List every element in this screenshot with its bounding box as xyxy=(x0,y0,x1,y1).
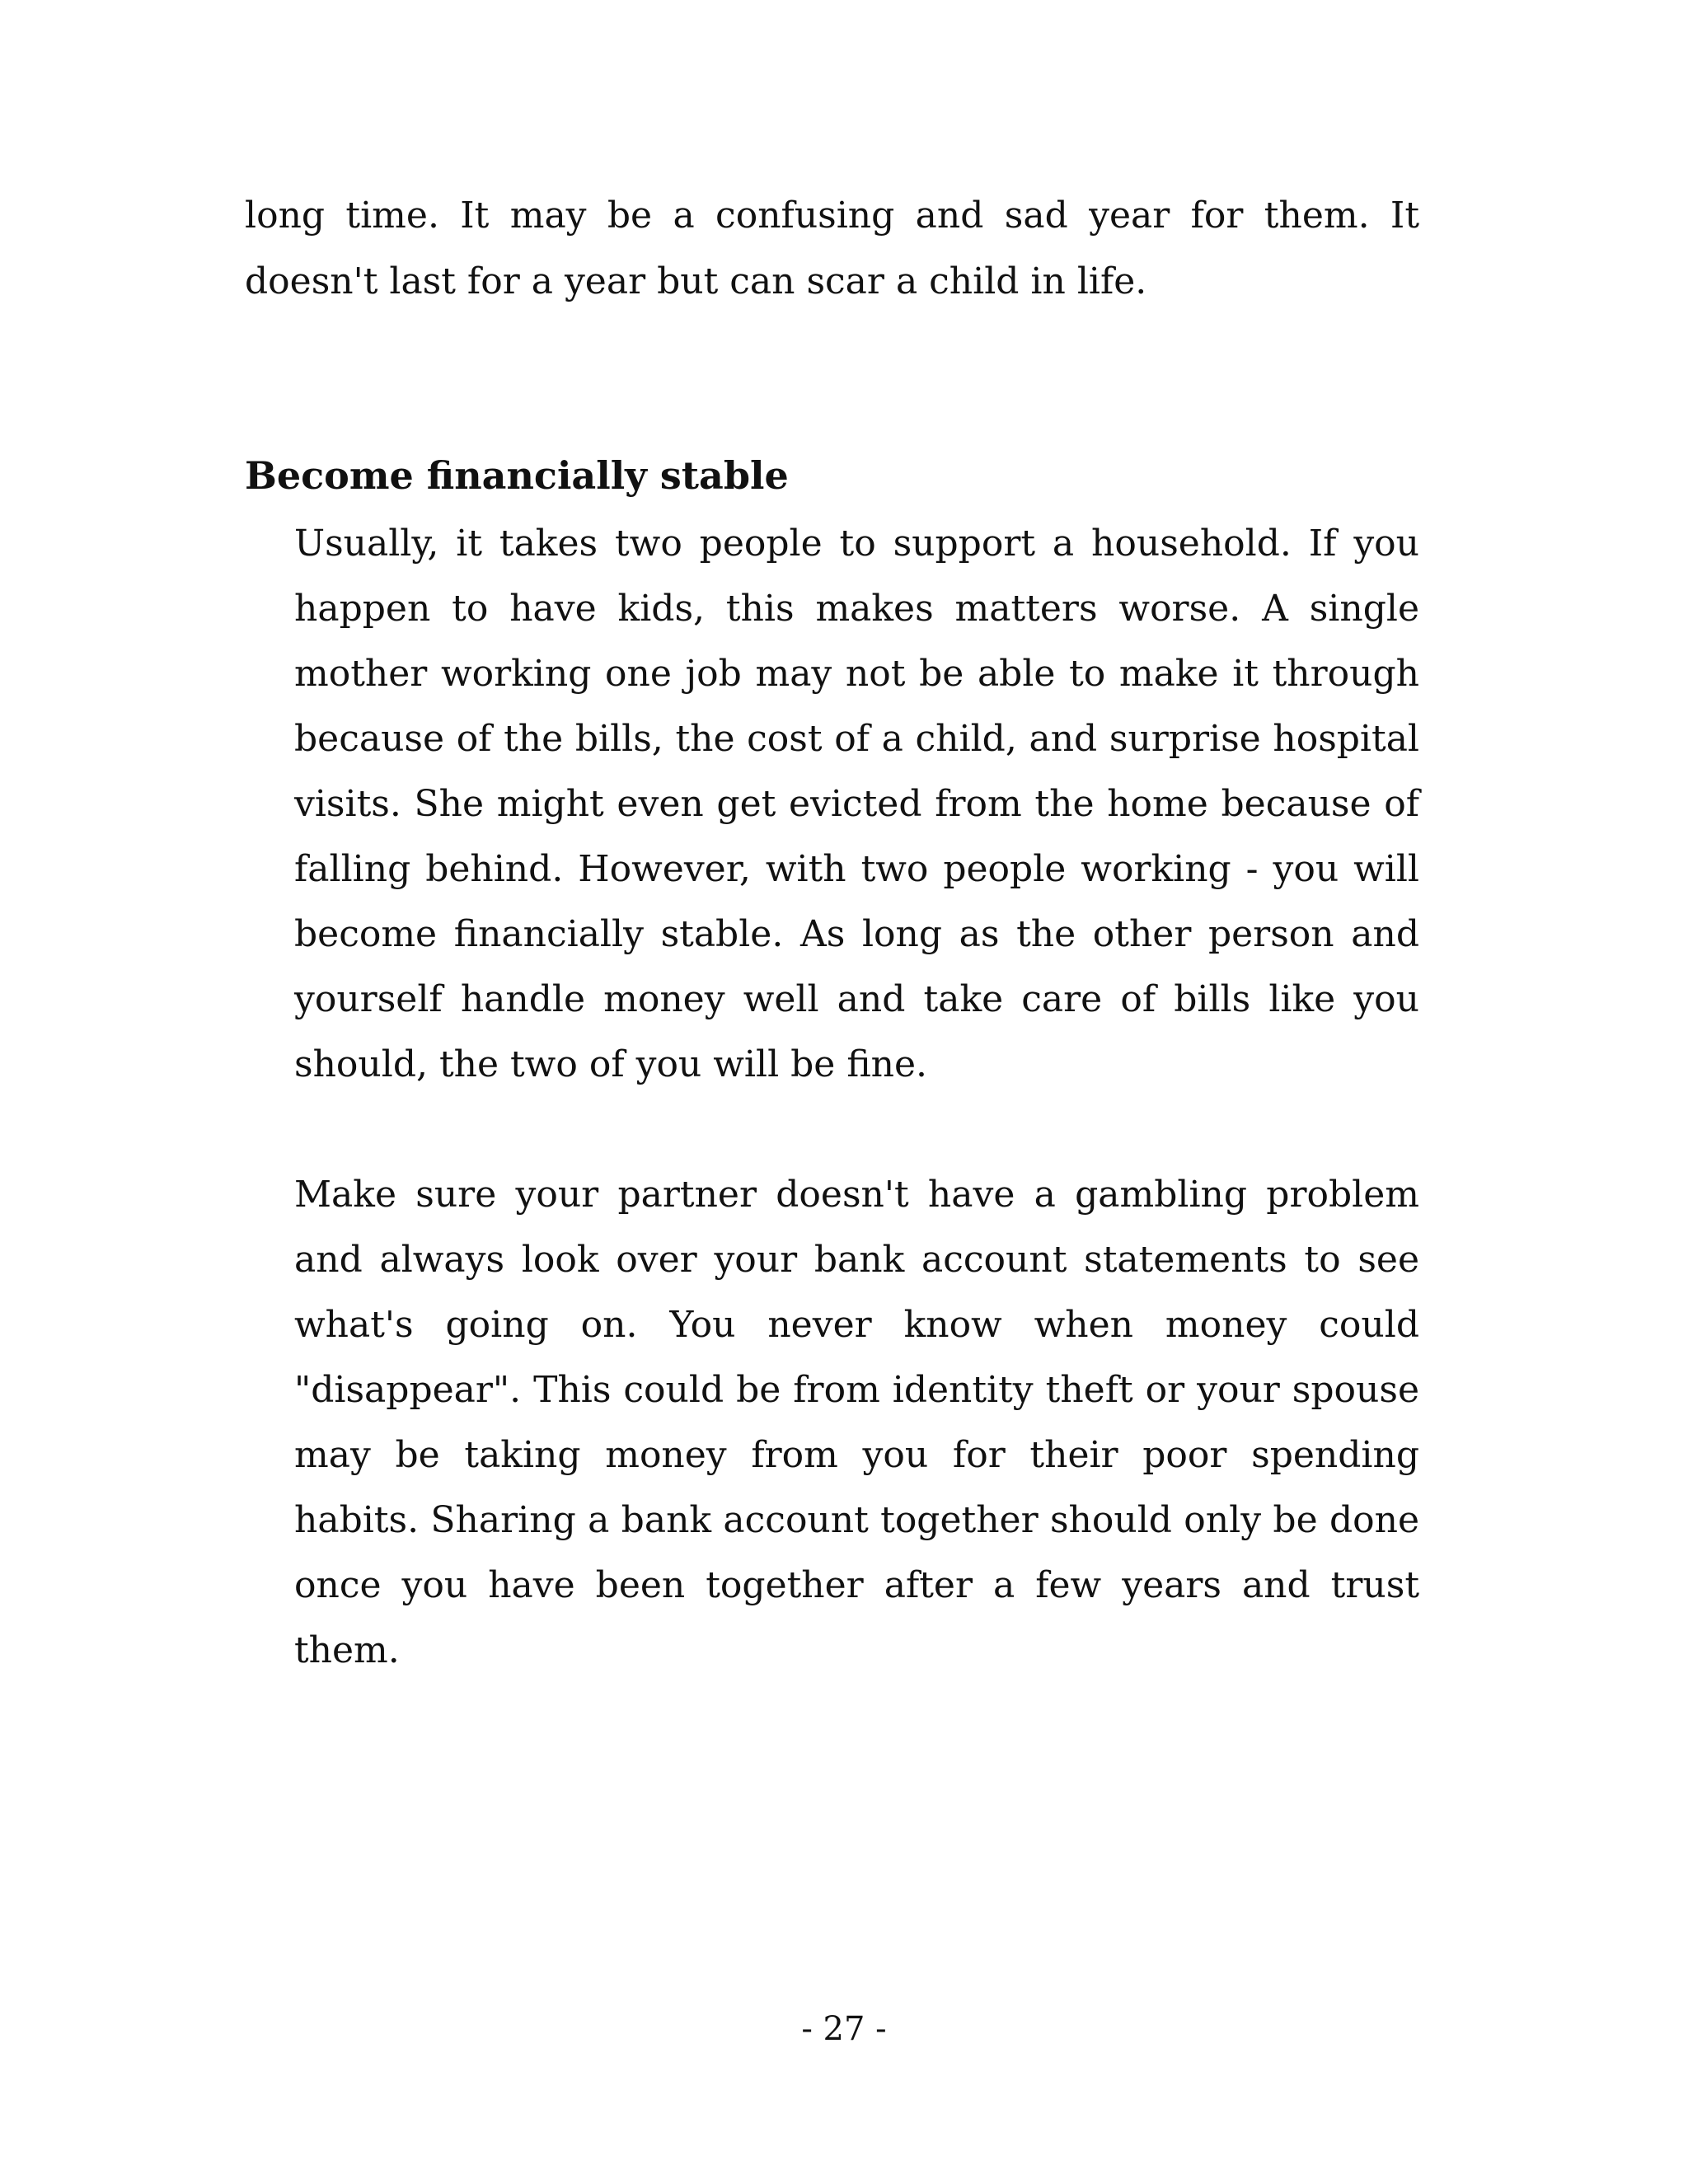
continuation-paragraph: long time. It may be a confusing and sad year for them. It doesn't last for a year but can scar a child in life. xyxy=(245,194,1419,302)
body-paragraph: Make sure your partner doesn't have a gambling problem and always look over your bank account statements to see what's going on. You never know when money could "disappear". This could be from identity theft or your spouse may be taking money from you for their poor spending habits. Sharing a bank account together should only be done once you have been together after a few years and trust them. xyxy=(294,1174,1419,1671)
section-body xyxy=(294,511,1419,1683)
page-number: - 27 - xyxy=(801,2010,887,2048)
body-paragraph: Usually, it takes two people to support a household. If you happen to have kids, this makes matters worse. A single mother working one job may not be able to make it through because of the bills, the cost of a child, and surprise hospital visits. She might even get evicted from the home because of falling behind. However, with two people working - you will become financially stable. As long as the other person and yourself handle money well and take care of bills like you should, the two of you will be fine. xyxy=(294,523,1419,1085)
section-heading: Become financially stable xyxy=(245,453,789,498)
